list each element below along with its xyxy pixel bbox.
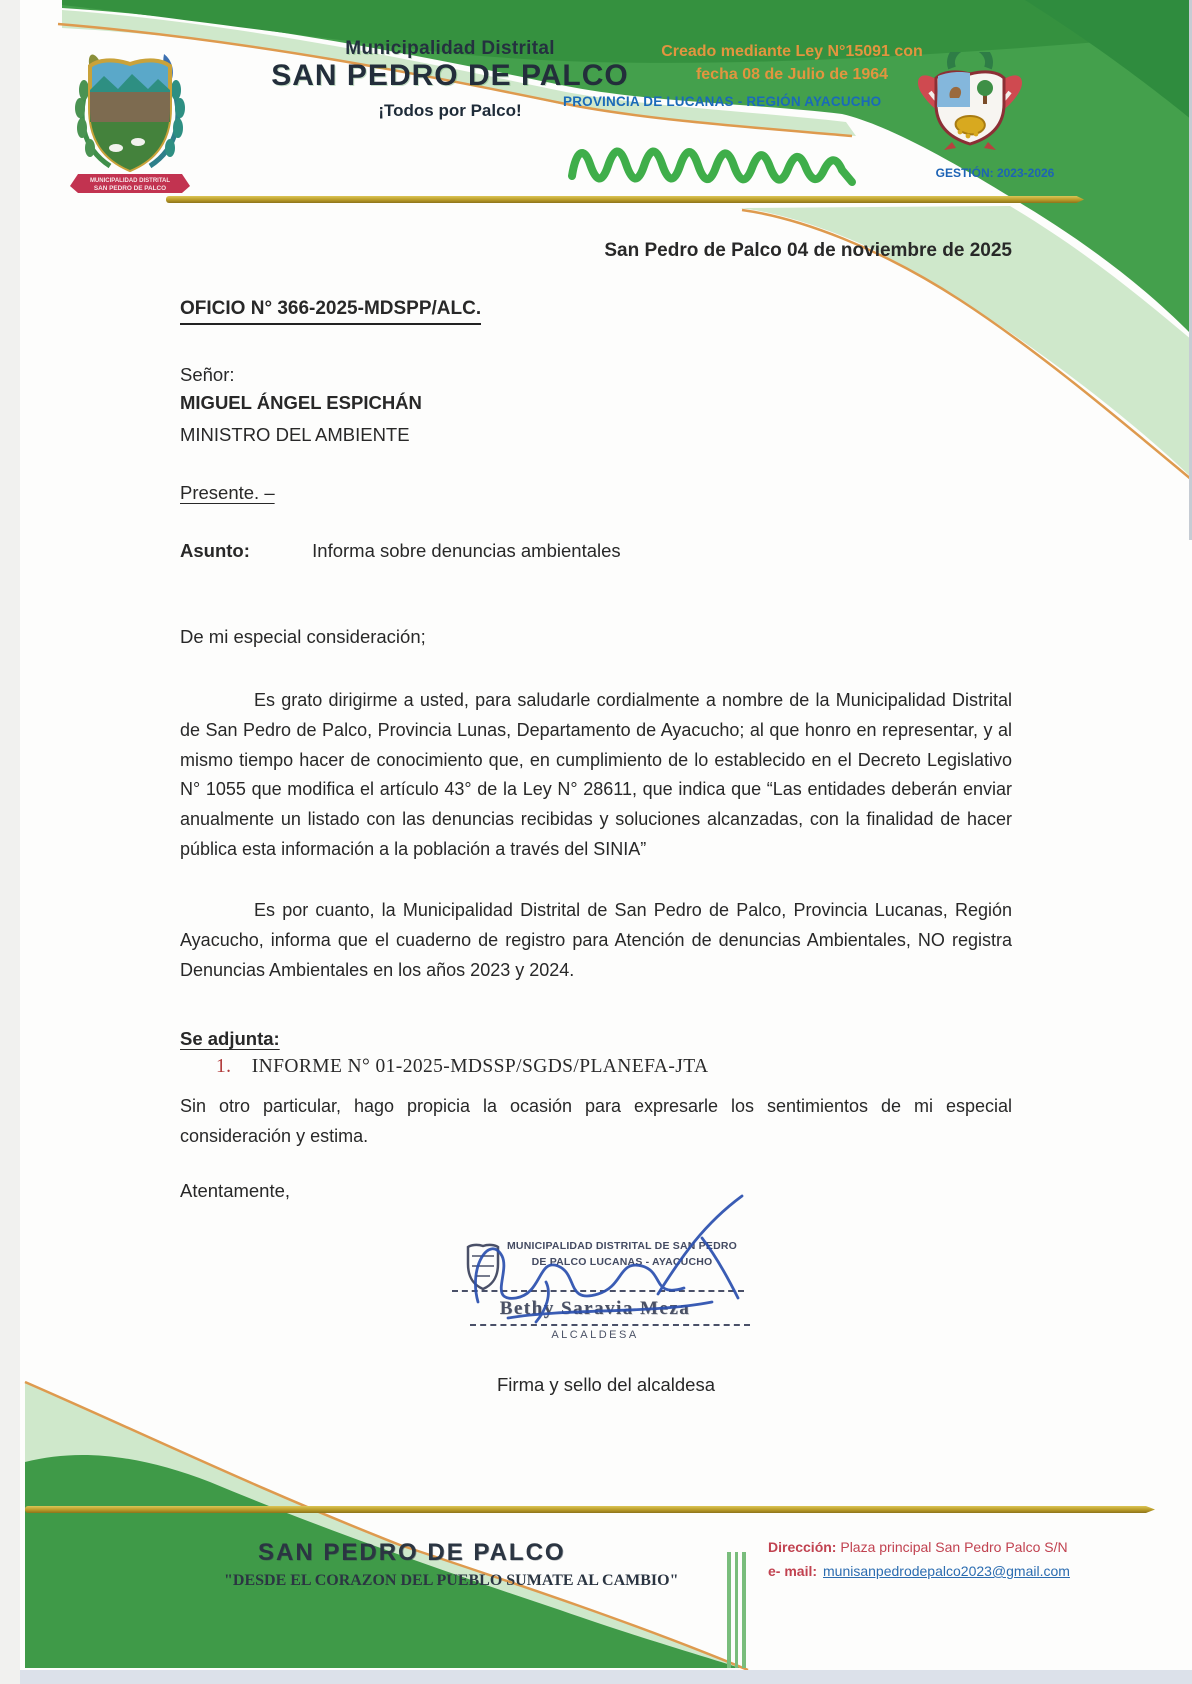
address-text: Plaza principal San Pedro Palco S/N xyxy=(840,1539,1068,1555)
recipient-name: MIGUEL ÁNGEL ESPICHÁN xyxy=(180,392,422,413)
farewell-line: Atentamente, xyxy=(180,1180,291,1201)
signer-title: ALCALDESA xyxy=(551,1329,639,1341)
closing-paragraph: Sin otro particular, hago propicia la ocasión para expresarle los sentimientos de mi especial consideración y estima. xyxy=(180,1096,1012,1146)
greeting-line: De mi especial consideración; xyxy=(180,626,426,647)
asunto-text: Informa sobre denuncias ambientales xyxy=(312,540,621,561)
creation-law-note xyxy=(642,40,942,86)
salutation: Señor: xyxy=(180,364,235,385)
province-line: PROVINCIA DE LUCANAS - REGIÓN AYACUCHO xyxy=(563,94,882,109)
creation-law-line-2: fecha 08 de Julio de 1964 xyxy=(695,66,889,83)
green-squiggle-decoration xyxy=(566,134,866,190)
attachments-heading: Se adjunta: xyxy=(180,1028,280,1049)
address-line xyxy=(768,1539,1068,1555)
municipal-seal-logo xyxy=(60,46,200,196)
asunto-row xyxy=(180,540,621,562)
creation-law-line-1: Creado mediante Ley N°15091 con xyxy=(661,43,923,60)
signer-name: Bethy Saravia Meza xyxy=(499,1298,691,1319)
scan-edge-left xyxy=(0,0,20,1684)
asunto-label: Asunto: xyxy=(180,540,250,561)
seal-banner-line-2: SAN PEDRO DE PALCO xyxy=(93,185,167,192)
email-label: e- mail: xyxy=(768,1563,818,1579)
recipient-title: MINISTRO DEL AMBIENTE xyxy=(180,424,410,445)
header-title-large: SAN PEDRO DE PALCO xyxy=(271,59,629,92)
attachment-text: INFORME N° 01-2025-MDSSP/SGDS/PLANEFA-JTA xyxy=(251,1056,709,1077)
footer-brand: SAN PEDRO DE PALCO xyxy=(258,1539,566,1566)
stamp-line-2: DE PALCO LUCANAS - AYACUCHO xyxy=(531,1256,713,1268)
address-label: Dirección: xyxy=(768,1539,837,1555)
date-line: San Pedro de Palco 04 de noviembre de 2025 xyxy=(604,240,1012,261)
bottom-swoosh-decoration xyxy=(0,1370,1192,1684)
peru-coat-of-arms xyxy=(900,52,1040,152)
body-paragraph-2: Es por cuanto, la Municipalidad Distrital de San Pedro de Palco, Provincia Lucanas, Región Ayacucho, informa que el cuaderno de registro para Atención de denuncias Ambientales, NO registra Denuncias Ambientales en los años 2023 y 2024. xyxy=(180,900,1012,980)
body-paragraph-1: Es grato dirigirme a usted, para saludarle cordialmente a nombre de la Municipalidad Distrital de San Pedro de Palco, Provincia Lunas, Departamento de Ayacucho; al que honro en representar, y al mismo tiempo hacer de conocimiento que, en cumplimiento de lo establecido en el Decreto Legislativo N° 1055 que modifica el artículo 43° de la Ley N° 28611, que indica que “Las entidades deberán enviar anualmente un listado con las denuncias recibidas y soluciones alcanzadas, con la finalidad de hacer pública esta información a la población a través del SINIA” xyxy=(180,690,1012,859)
seal-banner-line-1: MUNICIPALIDAD DISTRITAL xyxy=(89,178,171,184)
gestion-badge: GESTIÓN: 2023-2026 xyxy=(935,166,1055,180)
presente-line: Presente. – xyxy=(180,482,275,503)
oficio-number: OFICIO N° 366-2025-MDSPP/ALC. xyxy=(180,298,481,325)
gold-divider-bottom xyxy=(25,1506,1155,1513)
header-slogan: ¡Todos por Palco! xyxy=(378,101,522,120)
footer-bars-decoration xyxy=(727,1552,746,1668)
email-link[interactable]: munisanpedrodepalco2023@gmail.com xyxy=(823,1563,1070,1579)
gold-divider-top xyxy=(166,196,1084,203)
header-title-small: Municipalidad Distrital xyxy=(345,38,555,59)
email-line xyxy=(768,1563,1070,1579)
scan-edge-bottom xyxy=(0,1670,1192,1684)
signature-scribble xyxy=(450,1190,770,1340)
signature-caption: Firma y sello del alcaldesa xyxy=(497,1374,715,1395)
footer-motto: "DESDE EL CORAZON DEL PUEBLO SUMATE AL CAMBIO" xyxy=(224,1572,679,1589)
attachment-number: 1. xyxy=(216,1056,232,1077)
attachment-item xyxy=(216,1056,708,1078)
stamp-line-1: MUNICIPALIDAD DISTRITAL DE SAN PEDRO xyxy=(506,1240,738,1252)
